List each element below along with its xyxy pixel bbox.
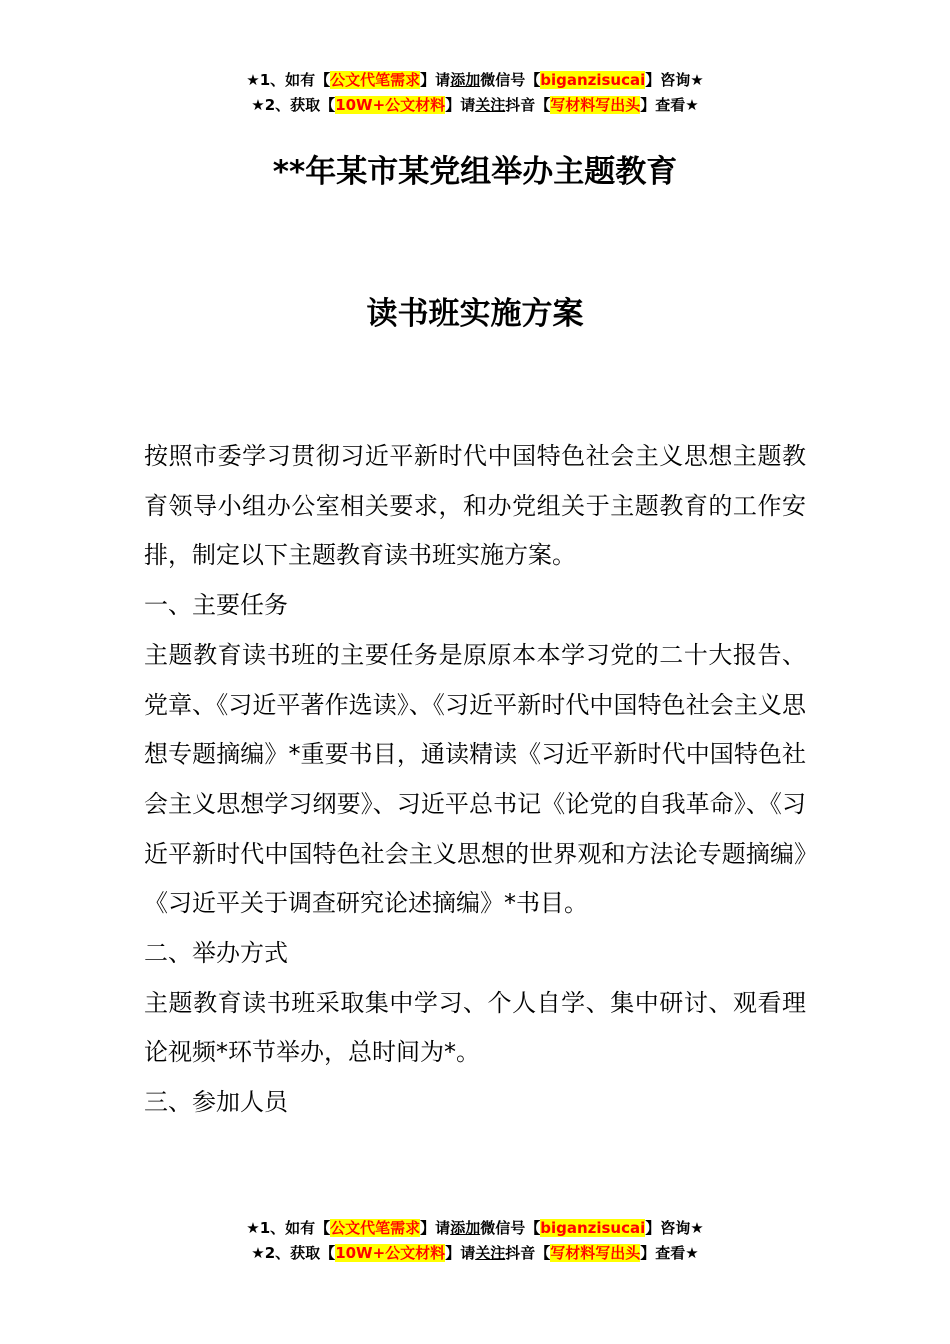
banner-line-2: ★2、获取【10W+公文材料】请关注抖音【写材料写出头】查看★ <box>251 96 699 114</box>
banner-emphasis: 添加 <box>450 1219 481 1237</box>
banner-douyin-id: 写材料写出头 <box>550 96 641 114</box>
banner-highlight: 10W+公文材料 <box>335 96 446 114</box>
banner-wechat-id: biganzisucai <box>540 1219 646 1237</box>
banner-emphasis: 关注 <box>475 96 506 114</box>
footer-banner <box>0 1216 950 1266</box>
banner-highlight: 10W+公文材料 <box>335 1244 446 1262</box>
body-paragraph: 主题教育读书班采取集中学习、个人自学、集中研讨、观看理论视频*环节举办，总时间为*。 <box>144 988 806 1067</box>
banner-emphasis: 关注 <box>475 1244 506 1262</box>
document-title-line-2: 读书班实施方案 <box>366 296 584 332</box>
section-heading: 三、参加人员 <box>144 1088 288 1117</box>
section-heading: 二、举办方式 <box>144 939 288 968</box>
header-banner <box>0 68 950 118</box>
banner-highlight: 公文代笔需求 <box>330 1219 421 1237</box>
body-paragraph: 主题教育读书班的主要任务是原原本本学习党的二十大报告、党章、《习近平著作选读》、《习近平新时代中国特色社会主义思想专题摘编》*重要书目，通读精读《习近平新时代中国特色社会主义思想学习纲要》、习近平总书记《论党的自我革命》、《习近平新时代中国特色社会主义思想的世界观和方法论专题摘编》《习近平关于调查研究论述摘编》*书目。 <box>144 640 806 918</box>
document-body <box>144 432 806 1128</box>
banner-highlight: 公文代笔需求 <box>330 71 421 89</box>
intro-paragraph: 按照市委学习贯彻习近平新时代中国特色社会主义思想主题教育领导小组办公室相关要求，和办党组关于主题教育的工作安排，制定以下主题教育读书班实施方案。 <box>144 442 806 570</box>
banner-line-2: ★2、获取【10W+公文材料】请关注抖音【写材料写出头】查看★ <box>251 1244 699 1262</box>
banner-emphasis: 添加 <box>450 71 481 89</box>
banner-line-1: ★1、如有【公文代笔需求】请添加微信号【biganzisucai】咨询★ <box>246 71 704 89</box>
section-heading: 一、主要任务 <box>144 591 288 620</box>
banner-line-1: ★1、如有【公文代笔需求】请添加微信号【biganzisucai】咨询★ <box>246 1219 704 1237</box>
document-title-line-1: **年某市某党组举办主题教育 <box>272 154 678 190</box>
banner-wechat-id: biganzisucai <box>540 71 646 89</box>
banner-douyin-id: 写材料写出头 <box>550 1244 641 1262</box>
